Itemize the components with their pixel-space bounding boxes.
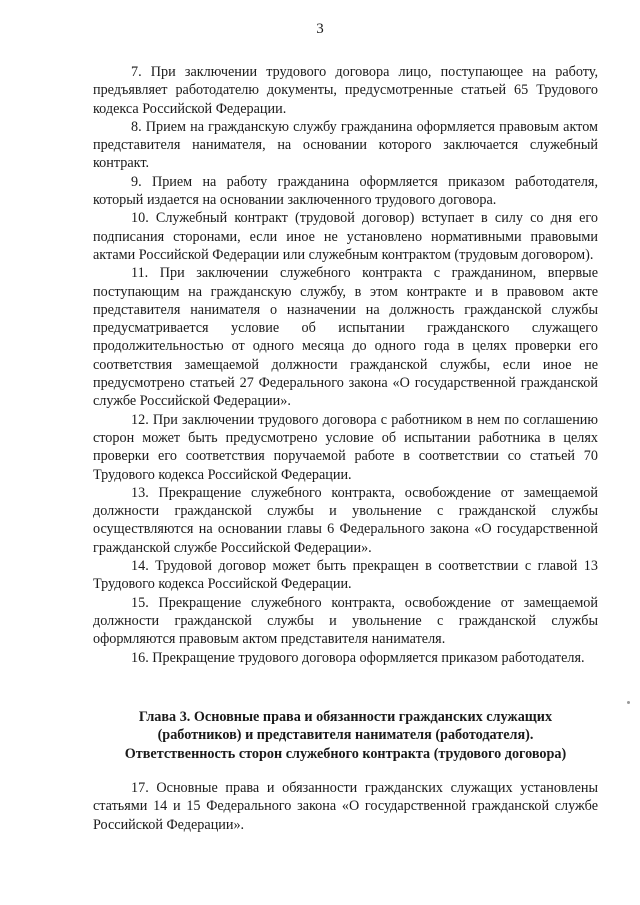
paragraph-10: 10. Служебный контракт (трудовой договор) вступает в силу со дня его подписания сторонами, если иное не установлено нормативными правовыми актами Российской Федерации или служебным контрактом (трудовым договором). (93, 210, 598, 263)
scan-speck (627, 701, 630, 704)
document-body-continued (93, 779, 598, 834)
document-body (93, 63, 598, 667)
page-number: 3 (316, 21, 324, 37)
paragraph-13: 13. Прекращение служебного контракта, освобождение от замещаемой должности гражданской службы и увольнение с гражданской службы осуществляются на основании главы 6 Федерального закона «О государственной гражданской службе Российской Федерации». (93, 484, 598, 556)
chapter-heading (93, 708, 598, 763)
paragraph-14: 14. Трудовой договор может быть прекращен в соответствии с главой 13 Трудового кодекса Российской Федерации. (93, 558, 598, 593)
paragraph-12: 12. При заключении трудового договора с работником в нем по соглашению сторон может быть предусмотрено условие об испытании работника в целях проверки его соответствия поручаемой работе в соответствии со статьей 70 Трудового кодекса Российской Федерации. (93, 411, 598, 483)
paragraph-15: 15. Прекращение служебного контракта, освобождение от замещаемой должности гражданской службы и увольнение с гражданской службы оформляются правовым актом представителя нанимателя. (93, 594, 598, 648)
paragraph-8: 8. Прием на гражданскую службу гражданина оформляется правовым актом представителя нанимателя, на основании которого заключается служебный контракт. (93, 118, 598, 172)
paragraph-16: 16. Прекращение трудового договора оформляется приказом работодателя. (131, 649, 585, 666)
paragraph-9: 9. Прием на работу гражданина оформляется приказом работодателя, который издается на основании заключенного трудового договора. (93, 173, 598, 209)
chapter-heading-line-2: (работников) и представителя нанимателя (работодателя). (157, 727, 534, 744)
chapter-heading-line-3: Ответственность сторон служебного контракта (трудового договора) (124, 745, 567, 762)
paragraph-17: 17. Основные права и обязанности гражданских служащих установлены статьями 14 и 15 Федерального закона «О государственной гражданской службе Российской Федерации». (93, 780, 598, 833)
chapter-heading-line-1: Глава 3. Основные права и обязанности гражданских служащих (138, 709, 553, 725)
paragraph-7: 7. При заключении трудового договора лицо, поступающее на работу, предъявляет работодателю документы, предусмотренные статьей 65 Трудового кодекса Российской Федерации. (93, 64, 598, 117)
paragraph-11: 11. При заключении служебного контракта с гражданином, впервые поступающим на гражданскую службу, в этом контракте и в правовом акте представителя нанимателя о назначении на должность гражданской службы предусматривается условие об испытании гражданского служащего продолжительностью от одного месяца до одного года в целях проверки его соответствия замещаемой должности гражданской службы, если иное не предусмотрено статьей 27 Федерального закона «О государственной гражданской службе Российской Федерации». (93, 265, 598, 410)
